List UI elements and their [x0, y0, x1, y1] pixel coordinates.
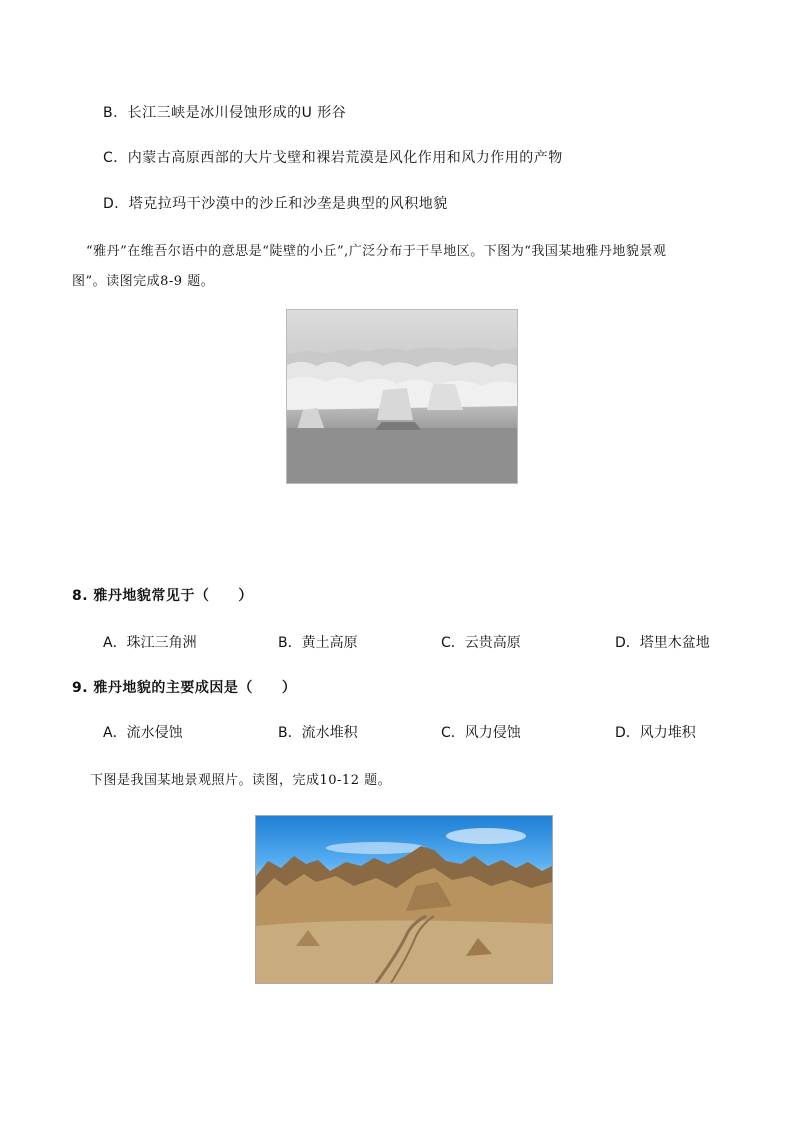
question-8-stem: 8. 雅丹地貌常见于（ ） — [72, 588, 253, 604]
q9-option-d: D．风力堆积 — [615, 725, 696, 741]
q8-option-a: A．珠江三角洲 — [103, 635, 197, 651]
intro-yardang-line2: 图”。读图完成8-9 题。 — [72, 274, 215, 289]
q9-option-c: C．风力侵蚀 — [441, 725, 521, 741]
option-d-top: D．塔克拉玛干沙漠中的沙丘和沙垄是典型的风积地貌 — [103, 196, 448, 212]
question-9-stem: 9. 雅丹地貌的主要成因是（ ） — [72, 680, 297, 696]
q8-option-c: C．云贵高原 — [441, 635, 521, 651]
q9-option-a: A．流水侵蚀 — [103, 725, 183, 741]
desert-landscape-image — [255, 815, 553, 984]
option-c-top: C．内蒙古高原西部的大片戈壁和裸岩荒漠是风化作用和风力作用的产物 — [103, 150, 563, 166]
intro-yardang-line1: “雅丹”在维吾尔语中的意思是“陡壁的小丘”,广泛分布于干旱地区。下图为“我国某地雅丹地貌景观 — [86, 244, 667, 259]
q9-option-b: B．流水堆积 — [278, 725, 358, 741]
yardang-landscape-drawing — [287, 310, 517, 483]
q8-option-d: D．塔里木盆地 — [615, 635, 710, 651]
yardang-landscape-image — [286, 309, 518, 484]
intro-landscape: 下图是我国某地景观照片。读图，完成10-12 题。 — [90, 773, 392, 788]
q8-option-b: B．黄土高原 — [278, 635, 358, 651]
option-b-top: B．长江三峡是冰川侵蚀形成的U 形谷 — [103, 105, 347, 121]
desert-landscape-drawing — [256, 816, 552, 983]
